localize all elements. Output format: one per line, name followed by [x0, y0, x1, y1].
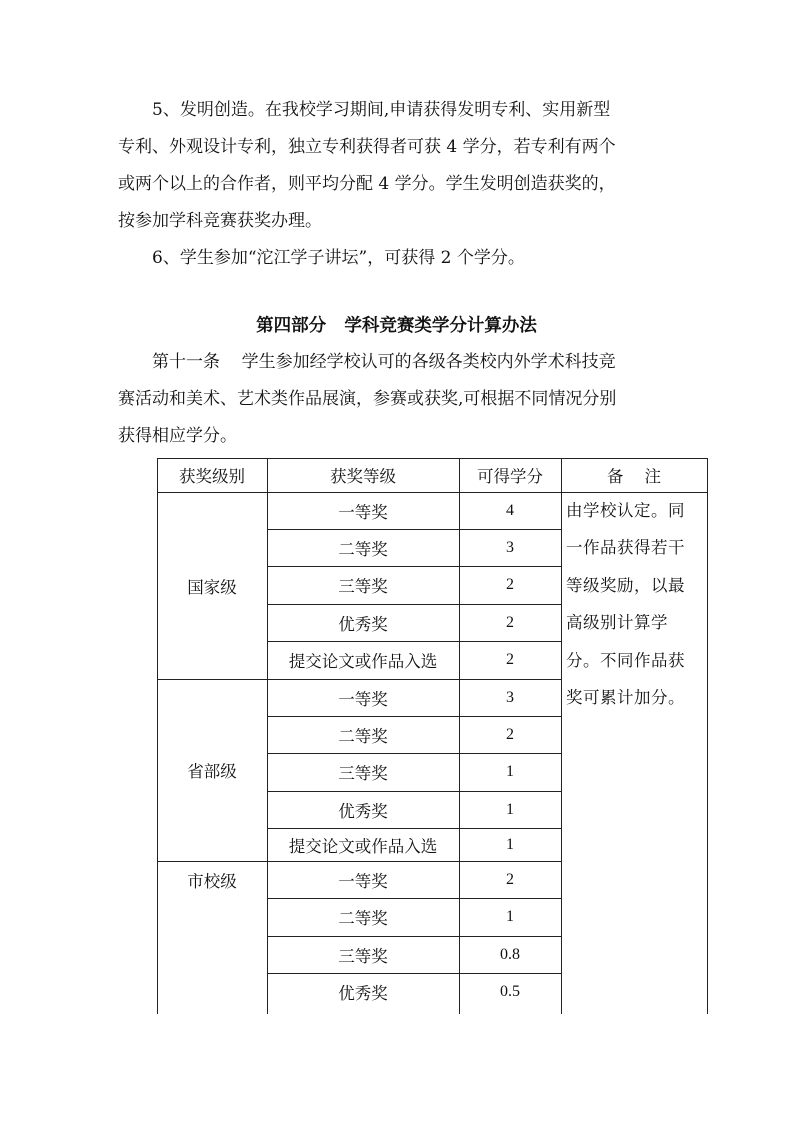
award-cell: 一等奖	[338, 871, 388, 891]
header-cell-credit: 可得学分	[477, 467, 543, 486]
award-cell: 优秀奖	[338, 614, 388, 634]
text-line: 5、发明创造。在我校学习期间,申请获得发明专利、实用新型	[152, 100, 611, 120]
credit-cell: 0.8	[500, 945, 520, 963]
credit-cell: 2	[506, 613, 514, 631]
table-rule	[561, 458, 562, 1014]
header-cell-level: 获奖级别	[179, 467, 245, 486]
note-line: 高级别计算学	[566, 613, 668, 633]
award-cell: 提交论文或作品入选	[288, 836, 438, 856]
note-line: 奖可累计加分。	[566, 688, 685, 708]
credit-cell: 1	[506, 835, 514, 853]
credit-cell: 2	[506, 576, 514, 593]
level-cell-municipal: 市校级	[187, 871, 237, 891]
section-title: 第四部分 学科竞赛类学分计算办法	[256, 316, 537, 336]
award-cell: 优秀奖	[338, 983, 388, 1003]
credit-cell: 3	[506, 688, 514, 706]
note-line: 由学校认定。同	[566, 501, 685, 520]
header-cell-award: 获奖等级	[330, 467, 396, 486]
award-cell: 二等奖	[338, 909, 388, 928]
paragraph-article-11	[118, 344, 688, 455]
credit-cell: 0.5	[500, 982, 520, 1000]
credit-cell: 1	[506, 763, 514, 780]
level-cell-national: 国家级	[187, 577, 237, 597]
text-line: 或两个以上的合作者，则平均分配 4 学分。学生发明创造获奖的，	[118, 174, 616, 194]
award-cell: 三等奖	[338, 577, 388, 596]
text-line: 按参加学科竞赛获奖办理。	[118, 211, 322, 231]
credit-table	[157, 458, 708, 1014]
table-rule	[707, 458, 708, 1014]
note-line: 分。不同作品获	[566, 650, 685, 670]
paragraph-item-6	[118, 240, 688, 277]
credit-cell: 4	[506, 501, 514, 519]
credit-cell: 1	[506, 908, 514, 925]
text-line: 赛活动和美术、艺术类作品展演，参赛或获奖,可根据不同情况分别	[118, 389, 617, 409]
note-cell	[566, 492, 704, 716]
credit-cell: 1	[506, 800, 514, 818]
credit-cell: 3	[506, 538, 514, 556]
credit-cell: 2	[506, 651, 514, 668]
paragraph-item-5	[118, 92, 688, 240]
credit-cell: 2	[506, 870, 514, 888]
text-line: 获得相应学分。	[118, 426, 237, 446]
level-cell-provincial: 省部级	[187, 762, 237, 781]
award-cell: 提交论文或作品入选	[288, 652, 438, 671]
award-cell: 一等奖	[338, 502, 388, 522]
award-cell: 三等奖	[338, 946, 388, 966]
header-cell-note: 备 注	[607, 467, 661, 486]
award-cell: 二等奖	[338, 726, 388, 746]
text-line: 第十一条 学生参加经学校认可的各级各类校内外学术科技竞	[152, 352, 616, 372]
award-cell: 优秀奖	[338, 801, 388, 821]
award-cell: 三等奖	[338, 764, 388, 783]
note-line: 一作品获得若干	[566, 538, 685, 558]
award-cell: 二等奖	[338, 539, 388, 559]
award-cell: 一等奖	[338, 689, 388, 709]
text-line: 6、学生参加“沱江学子讲坛”，可获得 2 个学分。	[152, 248, 525, 268]
text-line: 专利、外观设计专利，独立专利获得者可获 4 学分，若专利有两个	[118, 137, 616, 157]
credit-cell: 2	[506, 725, 514, 743]
note-line: 等级奖励，以最	[566, 575, 685, 595]
